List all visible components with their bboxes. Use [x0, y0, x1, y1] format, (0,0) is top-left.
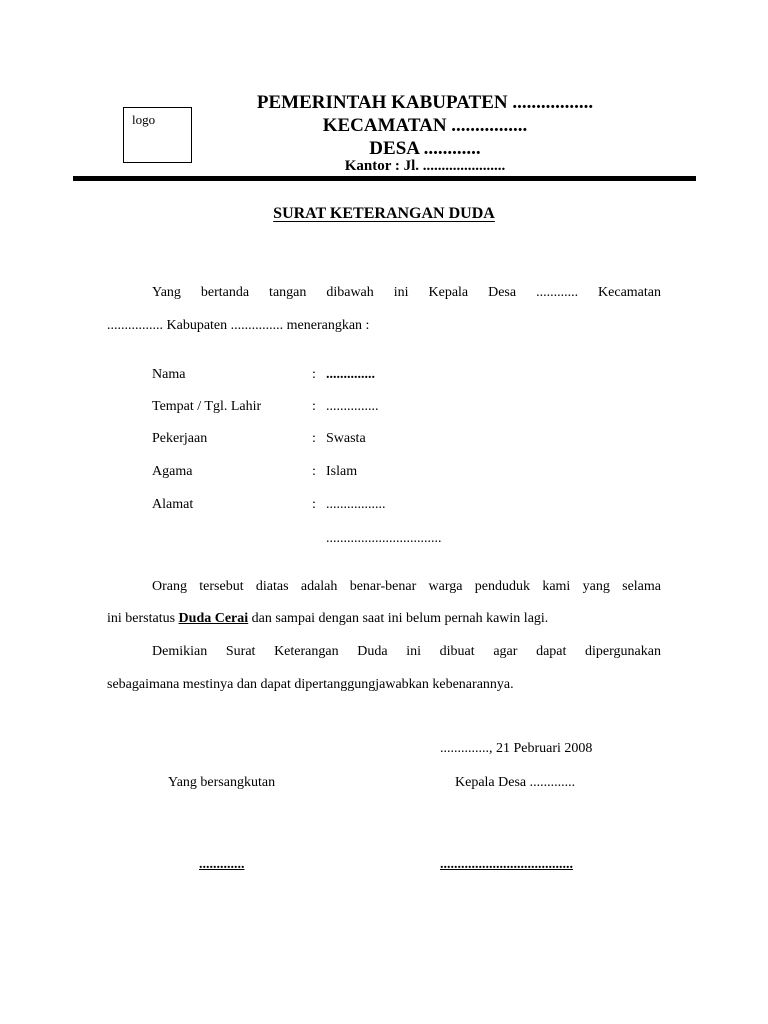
field-colon: :	[312, 431, 316, 446]
statement-line-2-end: dan sampai dengan saat ini belum pernah kawin lagi.	[248, 611, 549, 626]
field-value-religion: Islam	[326, 464, 358, 479]
statement-line-1: Orang tersebut diatas adalah benar-benar warga penduduk kami yang selama	[152, 579, 661, 594]
closing-line-2: sebagaimana mestinya dan dapat dipertanggungjawabkan kebenarannya.	[107, 677, 514, 692]
field-colon: :	[312, 464, 316, 479]
letterhead-divider	[73, 176, 696, 181]
signature-title-village-head: Kepala Desa .............	[455, 775, 576, 790]
statement-line-2-start: ini berstatus	[107, 611, 179, 626]
field-label-religion: Agama	[152, 464, 193, 479]
signature-name-applicant: .............	[199, 857, 245, 872]
field-colon: :	[312, 497, 316, 512]
marital-status: Duda Cerai	[178, 611, 249, 626]
letterhead-district: KECAMATAN ................	[322, 115, 528, 136]
field-value-name: ..............	[326, 367, 375, 382]
logo-label: logo	[132, 112, 156, 127]
letterhead-regency: PEMERINTAH KABUPATEN .................	[256, 92, 594, 113]
field-colon: :	[312, 399, 316, 414]
field-value-birth: ...............	[326, 399, 379, 414]
field-colon: :	[312, 367, 316, 382]
document-title-wrap	[0, 205, 768, 223]
signature-name-village-head: ......................................	[440, 857, 573, 872]
field-label-birth: Tempat / Tgl. Lahir	[152, 399, 262, 414]
field-value-occupation: Swasta	[326, 431, 366, 446]
field-label-occupation: Pekerjaan	[152, 431, 208, 446]
issue-date: .............., 21 Pebruari 2008	[440, 741, 593, 756]
field-label-address: Alamat	[152, 497, 194, 512]
document-title: SURAT KETERANGAN DUDA	[273, 205, 495, 222]
field-value-address: .................	[326, 497, 386, 512]
signature-title-applicant: Yang bersangkutan	[168, 775, 276, 790]
statement-line-2	[107, 611, 548, 627]
intro-line-2: ................ Kabupaten ............... menerangkan :	[107, 318, 370, 333]
letterhead-village: DESA ............	[369, 138, 481, 159]
field-value-address-continued: .................................	[326, 531, 442, 546]
intro-line-1: Yang bertanda tangan dibawah ini Kepala Desa ............ Kecamatan	[152, 285, 661, 300]
closing-line-1: Demikian Surat Keterangan Duda ini dibuat agar dapat dipergunakan	[152, 644, 661, 659]
field-label-name: Nama	[152, 367, 186, 382]
letterhead-office-address: Kantor : Jl. ......................	[344, 158, 506, 174]
